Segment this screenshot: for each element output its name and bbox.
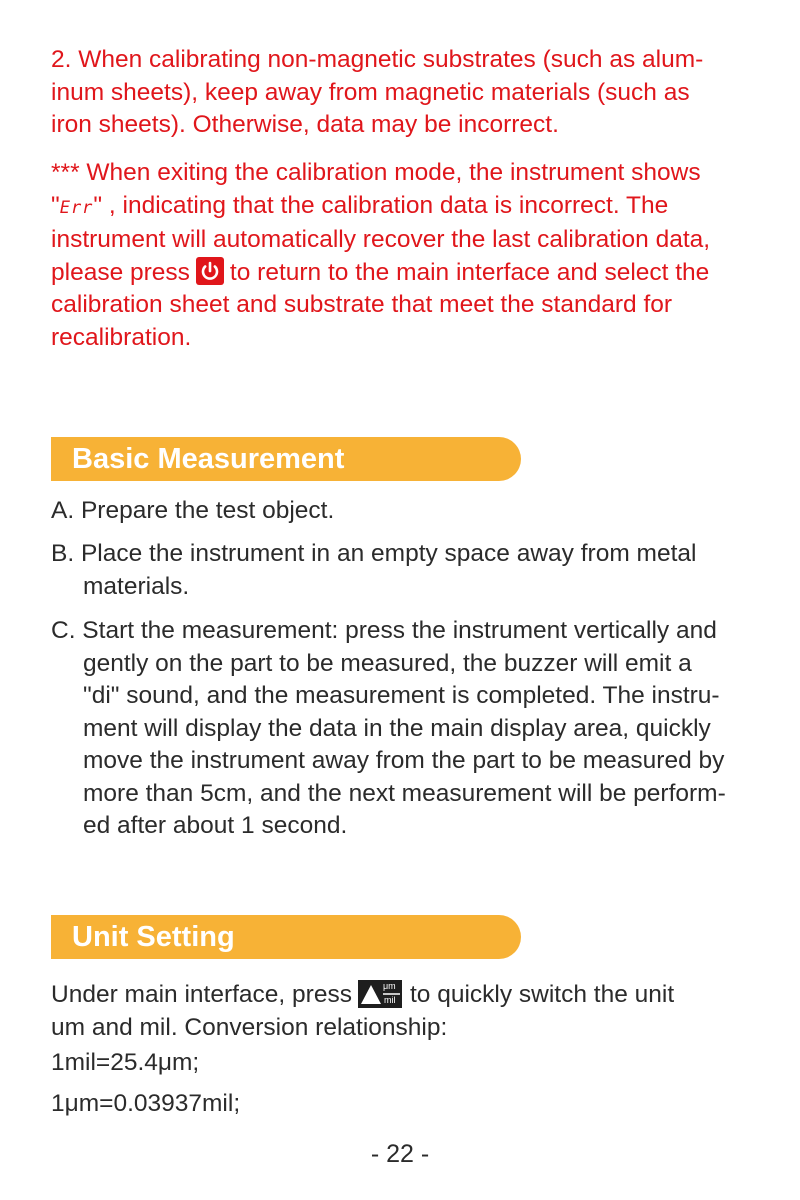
step-line: B. Place the instrument in an empty space away from metal — [51, 540, 697, 567]
note-line — [51, 190, 770, 225]
note-2-line: 2. When calibrating non-magnetic substrates (such as alum- — [51, 46, 704, 73]
step-line: "di" sound, and the measurement is completed. The instru- — [83, 682, 720, 709]
step-line: A. Prepare the test object. — [51, 497, 335, 524]
note-2 — [51, 44, 770, 142]
step-a — [51, 495, 776, 528]
unit-line: um and mil. Conversion relationship: — [51, 1013, 448, 1041]
note-text: please press — [51, 258, 190, 286]
conversion-1 — [51, 1047, 776, 1080]
note-line — [51, 257, 770, 290]
note-2-line: iron sheets). Otherwise, data may be incorrect. — [51, 111, 559, 138]
note-text: to return to the main interface and select the — [229, 258, 710, 286]
section-heading: Basic Measurement — [72, 443, 345, 475]
unit-text: to quickly switch the unit — [409, 981, 675, 1008]
err-code: Err — [59, 197, 94, 218]
note-line: recalibration. — [51, 323, 192, 351]
step-line: C. Start the measurement: press the instrument vertically and — [51, 617, 717, 644]
note-line: instrument will automatically recover the last calibration data, — [51, 226, 711, 253]
step-line: gently on the part to be measured, the buzzer will emit a — [83, 649, 692, 677]
step-line: more than 5cm, and the next measurement will be perform- — [83, 779, 726, 807]
unit-icon-top-label: μm — [382, 980, 396, 991]
step-line: ed after about 1 second. — [83, 812, 348, 839]
section-heading: Unit Setting — [72, 921, 235, 953]
note-line: *** When exiting the calibration mode, the instrument shows — [51, 159, 701, 186]
unit-setting-text — [51, 979, 776, 1044]
power-icon — [196, 257, 224, 285]
unit-line — [51, 979, 776, 1012]
conversion-line: 1mil=25.4μm; — [51, 1049, 200, 1076]
unit-icon-bottom-label: mil — [383, 994, 396, 1005]
page-number: - 22 - — [370, 1140, 430, 1168]
step-c — [51, 615, 776, 843]
conversion-line: 1μm=0.03937mil; — [51, 1090, 241, 1117]
note-2-line: inum sheets), keep away from magnetic materials (such as — [51, 78, 690, 106]
note-line-rest: " , indicating that the calibration data is incorrect. The — [93, 191, 669, 219]
step-line: move the instrument away from the part to be measured by — [83, 747, 725, 774]
step-b — [51, 538, 776, 603]
conversion-2 — [51, 1088, 776, 1121]
step-line: materials. — [83, 572, 190, 600]
unit-text: Under main interface, press — [51, 981, 352, 1008]
unit-switch-icon — [358, 980, 402, 1008]
note-calibration-error — [51, 157, 770, 354]
note-line: calibration sheet and substrate that meet the standard for — [51, 291, 673, 318]
step-line: ment will display the data in the main display area, quickly — [83, 714, 711, 742]
section-banner-unit-setting — [51, 915, 521, 959]
open-quote: " — [51, 191, 60, 219]
section-banner-basic-measurement — [51, 437, 521, 481]
